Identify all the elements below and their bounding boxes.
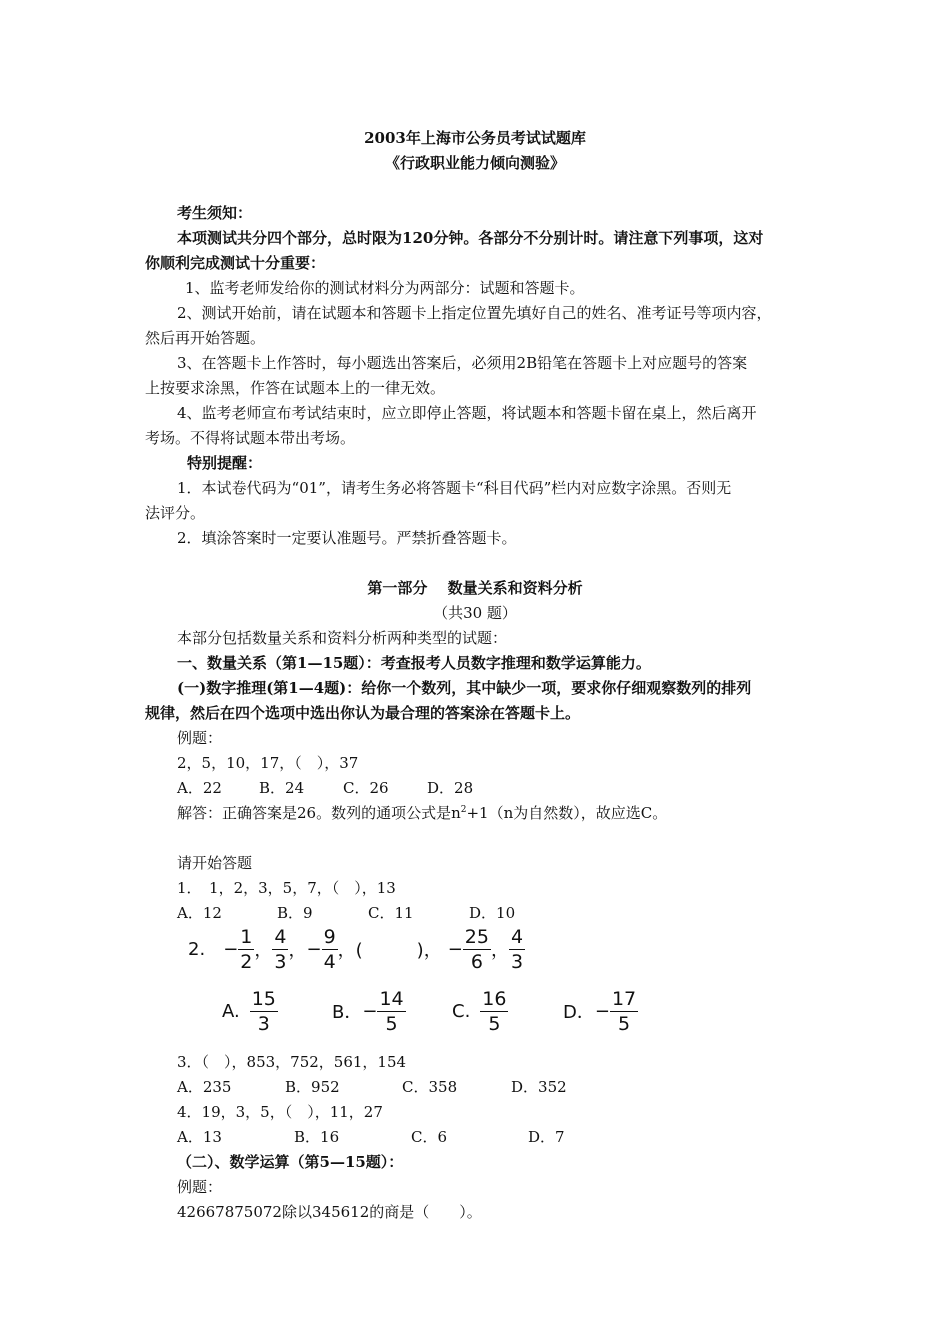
example-option: C．26 xyxy=(343,779,389,797)
notice-intro-cont: 你顺利完成测试十分重要： xyxy=(145,254,326,272)
doc-title: 2003年上海市公务员考试试题库 xyxy=(364,129,586,147)
q2-option-numerator: 14 xyxy=(379,987,404,1010)
q2-term-numerator: 25 xyxy=(464,925,489,948)
q4-option: C．6 xyxy=(411,1128,448,1146)
q2-option-denominator: 5 xyxy=(385,1012,398,1035)
notice-intro: 本项测试共分四个部分，总时限为120分钟。各部分不分别计时。请注意下列事项，这对 xyxy=(177,229,764,247)
q2-term-denominator: 2 xyxy=(240,950,253,973)
q4-option: A．13 xyxy=(177,1128,222,1146)
q2-term-numerator: 4 xyxy=(274,925,287,948)
subsection1-heading: (一)数字推理(第1—4题)：给你一个数列，其中缺少一项，要求你仔细观察数列的排列 xyxy=(177,679,752,697)
reminder-heading: 特别提醒： xyxy=(187,454,263,472)
q2-comma: ， xyxy=(490,940,509,961)
example-sequence: 2，5，10，17，（ ），37 xyxy=(177,754,359,772)
doc-subtitle: 《行政职业能力倾向测验》 xyxy=(384,154,565,172)
q3-option: A．235 xyxy=(177,1078,232,1096)
notice-item-1: 1、监考老师发给你的测试材料分为两部分：试题和答题卡。 xyxy=(185,279,585,297)
q1-option: C．11 xyxy=(368,904,414,922)
part1-count: （共30 题） xyxy=(433,604,517,622)
q2-term xyxy=(272,926,288,973)
q2-comma: ， xyxy=(254,940,273,961)
q2-term xyxy=(238,926,254,973)
q2-term xyxy=(509,926,525,973)
q1-option: B．9 xyxy=(277,904,313,922)
q3-option: C．358 xyxy=(402,1078,458,1096)
q2-option-sign: − xyxy=(362,1000,378,1022)
q2-option-letter: A. xyxy=(222,1000,240,1022)
example-option: A．22 xyxy=(177,779,222,797)
example-answer xyxy=(177,803,667,823)
q2-option-denominator: 5 xyxy=(488,1012,501,1035)
q2-term xyxy=(322,926,338,973)
q3-option: D．352 xyxy=(511,1078,567,1096)
question-3: 3．（ ），853，752，561，154 xyxy=(177,1053,407,1071)
example-label: 例题： xyxy=(177,729,223,747)
notice-item-2-cont: 然后再开始答题。 xyxy=(145,329,266,347)
reminder-item-2: 2．填涂答案时一定要认准题号。严禁折叠答题卡。 xyxy=(177,529,517,547)
reminder-item-1: 1．本试卷代码为“01”，请考生务必将答题卡“科目代码”栏内对应数字涂黑。否则无 xyxy=(177,479,732,497)
notice-item-3-cont: 上按要求涂黑，作答在试题本上的一律无效。 xyxy=(145,379,446,397)
reminder-item-1-cont: 法评分。 xyxy=(145,504,206,522)
part1-title: 第一部分 数量关系和资料分析 xyxy=(367,579,583,597)
q3-option: B．952 xyxy=(285,1078,340,1096)
example2-label: 例题： xyxy=(177,1178,223,1196)
example2-question: 42667875072除以345612的商是（ ）。 xyxy=(177,1203,482,1221)
q2-blank: ( )， xyxy=(355,940,442,961)
section1-heading: 一、数量关系（第1—15题）：考查报考人员数字推理和数学运算能力。 xyxy=(177,654,651,672)
q2-option-letter: C. xyxy=(452,1000,471,1022)
q2-term-numerator: 9 xyxy=(323,925,336,948)
question-4: 4．19，3，5，（ ），11，27 xyxy=(177,1103,383,1121)
q2-option-fraction xyxy=(377,988,405,1035)
q2-term-denominator: 3 xyxy=(510,950,524,973)
notice-item-3: 3、在答题卡上作答时，每小题选出答案后，必须用2B铅笔在答题卡上对应题号的答案 xyxy=(177,354,748,372)
start-label: 请开始答题 xyxy=(177,854,253,872)
part1-desc: 本部分包括数量关系和资料分析两种类型的试题： xyxy=(177,629,508,647)
q2-comma: ， xyxy=(337,940,356,961)
q2-option-fraction xyxy=(250,988,278,1035)
q2-option-letter: B． xyxy=(332,1002,363,1023)
q2-option-numerator: 17 xyxy=(611,987,637,1010)
question-2 xyxy=(188,922,525,976)
q2-option-letter: D． xyxy=(563,1002,595,1023)
q2-term-sign: − xyxy=(223,938,239,960)
q2-option-denominator: 3 xyxy=(257,1012,270,1035)
q2-option-d xyxy=(563,984,638,1038)
q2-option-numerator: 16 xyxy=(482,987,507,1010)
q2-option-b xyxy=(332,984,406,1038)
q2-comma: ， xyxy=(288,940,307,961)
example-option: D．28 xyxy=(427,779,474,797)
notice-item-2: 2、测试开始前，请在试题本和答题卡上指定位置先填好自己的姓名、准考证号等项内容， xyxy=(177,304,772,322)
answer-text-post: +1（n为自然数），故应选C。 xyxy=(466,804,668,822)
q2-option-numerator: 15 xyxy=(251,987,276,1010)
notice-item-4-cont: 考场。不得将试题本带出考场。 xyxy=(145,429,356,447)
q2-label: 2. xyxy=(188,938,206,960)
notice-heading: 考生须知： xyxy=(177,204,253,222)
q2-term xyxy=(463,926,491,973)
q2-term-numerator: 4 xyxy=(510,925,524,948)
answer-text-pre: 解答：正确答案是26。数列的通项公式是n xyxy=(177,804,461,822)
subsection2-heading: （二）、数学运算（第5—15题）： xyxy=(177,1153,404,1171)
subsection1-heading-cont: 规律，然后在四个选项中选出你认为最合理的答案涂在答题卡上。 xyxy=(145,704,581,722)
answer-superscript: 2 xyxy=(460,805,467,815)
q2-option-fraction xyxy=(610,988,638,1035)
example-option: B．24 xyxy=(259,779,305,797)
q2-option-sign: − xyxy=(594,1000,610,1022)
q2-option-fraction xyxy=(480,988,508,1035)
q2-term-numerator: 1 xyxy=(240,925,253,948)
q2-term-denominator: 3 xyxy=(274,950,287,973)
q2-term-sign: − xyxy=(306,938,322,960)
question-1: 1． 1，2，3，5，7，（ ），13 xyxy=(177,879,396,897)
q2-option-a xyxy=(222,984,278,1038)
q2-term-sign: − xyxy=(447,938,463,960)
notice-item-4: 4、监考老师宣布考试结束时，应立即停止答题，将试题本和答题卡留在桌上，然后离开 xyxy=(177,404,757,422)
q2-option-c xyxy=(452,984,508,1038)
q2-option-denominator: 5 xyxy=(618,1012,631,1035)
q4-option: D．7 xyxy=(528,1128,565,1146)
q1-option: A．12 xyxy=(177,904,222,922)
q1-option: D．10 xyxy=(469,904,516,922)
q2-term-denominator: 6 xyxy=(470,950,483,973)
q2-term-denominator: 4 xyxy=(323,950,336,973)
q4-option: B．16 xyxy=(294,1128,340,1146)
